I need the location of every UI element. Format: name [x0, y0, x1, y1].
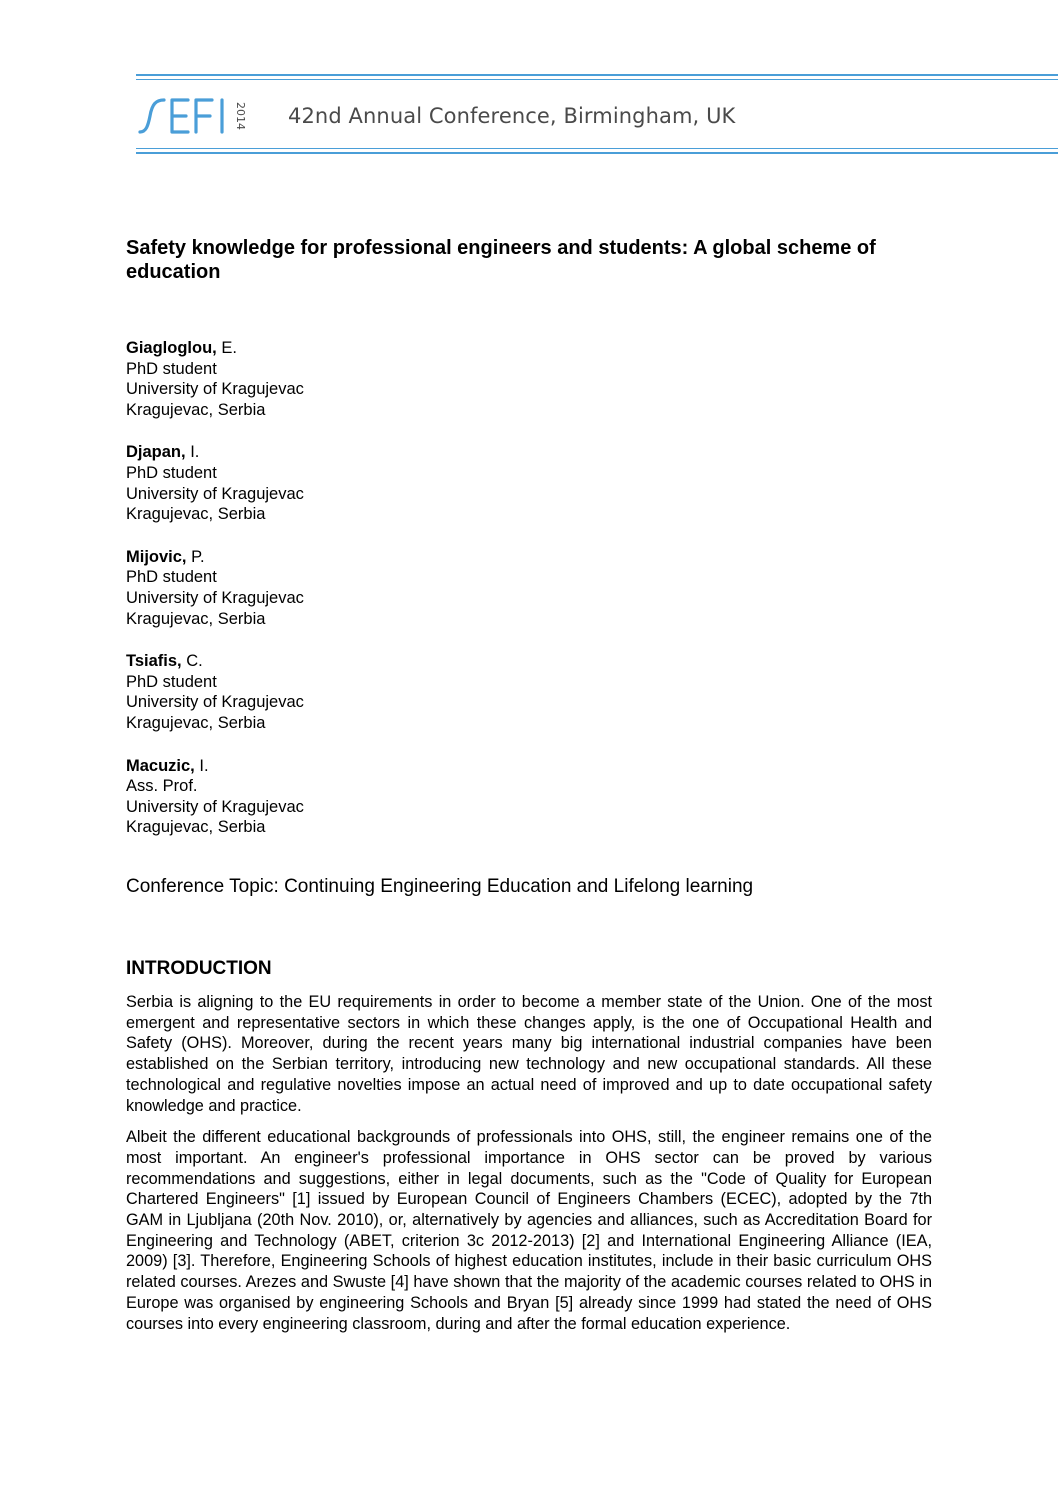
author-initial: E.: [216, 339, 237, 357]
conference-header: [136, 74, 1058, 156]
author-block: [126, 338, 526, 420]
header-top-rule: [136, 74, 1058, 76]
author-initial: I.: [185, 443, 200, 462]
header-top-rule-thin: [136, 79, 1058, 80]
introduction-body: [126, 992, 932, 1345]
author-surname: Macuzic,: [126, 756, 195, 775]
author-role: PhD student: [126, 359, 217, 378]
author-surname: Giagloglou,: [126, 339, 217, 357]
conference-title: 42nd Annual Conference, Birmingham, UK: [288, 104, 736, 128]
author-name: [126, 756, 526, 777]
author-block: [126, 442, 526, 524]
author-role: Ass. Prof.: [126, 777, 198, 796]
author-institution: University of Kragujevac: [126, 797, 304, 816]
header-bottom-rule: [136, 152, 1058, 154]
author-block: [126, 756, 526, 838]
author-location: Kragujevac, Serbia: [126, 713, 266, 732]
author-location: Kragujevac, Serbia: [126, 818, 266, 837]
author-institution: University of Kragujevac: [126, 693, 304, 712]
author-surname: Djapan,: [126, 443, 186, 462]
author-role: PhD student: [126, 672, 217, 691]
author-initial: I.: [194, 756, 209, 775]
author-name: [126, 338, 526, 359]
author-institution: University of Kragujevac: [126, 380, 304, 399]
author-institution: University of Kragujevac: [126, 484, 304, 503]
author-location: Kragujevac, Serbia: [126, 609, 266, 628]
author-name: [126, 651, 526, 672]
sefi-logo: [136, 96, 266, 136]
author-surname: Mijovic,: [126, 547, 187, 566]
author-block: [126, 547, 526, 629]
logo-year: 2014: [234, 102, 247, 130]
author-initial: P.: [186, 547, 205, 566]
author-name: [126, 547, 526, 568]
paper-title: Safety knowledge for professional engineers and students: A global scheme of education: [126, 237, 876, 283]
header-bottom-rule-thin: [136, 148, 1058, 149]
author-initial: C.: [181, 652, 203, 671]
author-block: [126, 651, 526, 733]
author-location: Kragujevac, Serbia: [126, 400, 266, 419]
author-institution: University of Kragujevac: [126, 588, 304, 607]
paragraph: Serbia is aligning to the EU requirements in order to become a member state of the Union. One of the most emergent and representative sectors in which these changes apply, is the one of Occupational Health and Safety (OHS). Moreover, during the recent years many big international industrial companies have been established on the Serbian territory, introducing new technology and new occupational standards. All these technological and regulative novelties impose an actual need of improved and up to date occupational safety knowledge and practice.: [126, 993, 932, 1115]
author-surname: Tsiafis,: [126, 652, 182, 671]
author-name: [126, 442, 526, 463]
conference-topic: Conference Topic: Continuing Engineering Education and Lifelong learning: [126, 876, 754, 897]
section-heading-introduction: INTRODUCTION: [126, 958, 272, 979]
author-role: PhD student: [126, 568, 217, 587]
author-role: PhD student: [126, 463, 217, 482]
paragraph: Albeit the different educational backgrounds of professionals into OHS, still, the engineer remains one of the most important. An engineer's professional importance in OHS sector can be proved by various recommendations and suggestions, either in legal documents, such as the "Code of Quality for European Chartered Engineers" [1] issued by European Council of Engineers Chambers (ECEC), adopted by the 7th GAM in Ljubljana (20th Nov. 2010), or, alternatively by agencies and alliances, such as Accreditation Board for Engineering and Technology (ABET, criterion 3c 2012-2013) [2] and International Engineering Alliance (IEA, 2009) [3]. Therefore, Engineering Schools of highest education institutes, include in their basic curriculum OHS related courses. Arezes and Swuste [4] have shown that the majority of the academic courses related to OHS in Europe was organised by engineering Schools and Bryan [5] already since 1999 had stated the need of OHS courses into every engineering classroom, during and after the formal education experience.: [126, 1128, 932, 1333]
author-location: Kragujevac, Serbia: [126, 505, 266, 524]
author-list: [126, 338, 526, 860]
